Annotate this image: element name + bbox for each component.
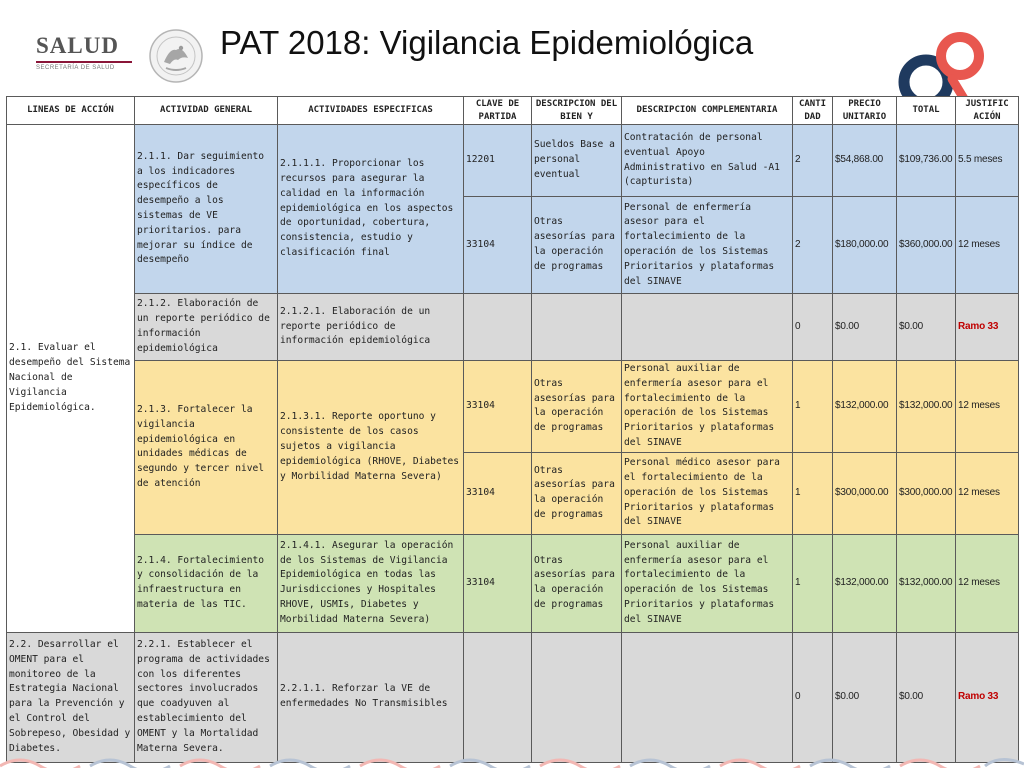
actividad-general-cell: 2.1.3. Fortalecer la vigilancia epidemiológica en unidades médicas de segundo y tercer nivel de atención <box>135 361 278 535</box>
clave-cell: 33104 <box>464 361 532 453</box>
cantidad-cell: 0 <box>793 632 833 762</box>
cantidad-cell: 1 <box>793 534 833 632</box>
justificacion-cell: 12 meses <box>956 197 1019 294</box>
bien-cell: Otras asesorías para la operación de programas <box>532 534 622 632</box>
complementaria-cell: Personal auxiliar de enfermería asesor para el fortalecimiento de la operación de los Sistemas Prioritarios y plataformas del SINAVE <box>622 534 793 632</box>
linea-accion-cell: 2.1. Evaluar el desempeño del Sistema Nacional de Vigilancia Epidemiológica. <box>7 125 135 633</box>
header-lineas: LINEAS DE ACCIÓN <box>7 97 135 125</box>
salud-logo-subtitle: SECRETARÍA DE SALUD <box>36 65 115 71</box>
slide-header <box>0 0 1024 96</box>
salud-logo <box>36 34 136 71</box>
table-row <box>7 125 1019 197</box>
clave-cell <box>464 632 532 762</box>
complementaria-cell: Personal médico asesor para el fortalecimiento de la operación de los Sistemas Prioritarios y plataformas del SINAVE <box>622 452 793 534</box>
precio-cell: $300,000.00 <box>833 452 897 534</box>
table-row <box>7 294 1019 361</box>
justificacion-cell: 12 meses <box>956 361 1019 453</box>
table-row <box>7 361 1019 453</box>
bien-cell: Otras asesorías para la operación de programas <box>532 452 622 534</box>
header-complementaria: DESCRIPCION COMPLEMENTARIA <box>622 97 793 125</box>
salud-logo-text: SALUD <box>36 33 119 58</box>
cantidad-cell: 2 <box>793 197 833 294</box>
justificacion-cell: Ramo 33 <box>956 632 1019 762</box>
bien-cell <box>532 294 622 361</box>
actividad-general-cell: 2.2.1. Establecer el programa de actividades con los diferentes sectores involucrados que coadyuven al establecimiento del OMENT y la Mortalidad Materna Severa. <box>135 632 278 762</box>
total-cell: $132,000.00 <box>897 361 956 453</box>
justificacion-cell: 5.5 meses <box>956 125 1019 197</box>
clave-cell: 33104 <box>464 452 532 534</box>
mexico-seal-icon <box>148 28 204 84</box>
justificacion-cell: 12 meses <box>956 534 1019 632</box>
table-header-row <box>7 97 1019 125</box>
pat-table <box>6 96 1019 763</box>
header-clave: CLAVE DE PARTIDA <box>464 97 532 125</box>
actividad-general-cell: 2.1.4. Fortalecimiento y consolidación de la infraestructura en materia de las TIC. <box>135 534 278 632</box>
actividad-especifica-cell: 2.1.1.1. Proporcionar los recursos para asegurar la calidad en la información epidemiológica en los aspectos de oportunidad, cobertura, consistencia, estudio y clasificación final <box>278 125 464 294</box>
bien-cell: Otras asesorías para la operación de programas <box>532 197 622 294</box>
actividad-especifica-cell: 2.1.4.1. Asegurar la operación de los Sistemas de Vigilancia Epidemiológica en todas las Jurisdicciones y Hospitales RHOVE, USMIs, Diabetes y Morbilidad Materna Severa) <box>278 534 464 632</box>
table-row <box>7 534 1019 632</box>
cantidad-cell: 2 <box>793 125 833 197</box>
bien-cell <box>532 632 622 762</box>
total-cell: $360,000.00 <box>897 197 956 294</box>
justificacion-cell: Ramo 33 <box>956 294 1019 361</box>
header-bien: DESCRIPCION DEL BIEN Y <box>532 97 622 125</box>
precio-cell: $132,000.00 <box>833 361 897 453</box>
cantidad-cell: 1 <box>793 452 833 534</box>
precio-cell: $54,868.00 <box>833 125 897 197</box>
table-row <box>7 632 1019 762</box>
header-justificacion: JUSTIFIC ACIÓN <box>956 97 1019 125</box>
actividad-general-cell: 2.1.2. Elaboración de un reporte periódico de información epidemiológica <box>135 294 278 361</box>
clave-cell: 33104 <box>464 534 532 632</box>
salud-logo-rule <box>36 61 132 63</box>
complementaria-cell: Personal de enfermería asesor para el fortalecimiento de la operación de los Sistemas Prioritarios y plataformas del SINAVE <box>622 197 793 294</box>
clave-cell: 33104 <box>464 197 532 294</box>
justificacion-cell: 12 meses <box>956 452 1019 534</box>
clave-cell <box>464 294 532 361</box>
header-actividad: ACTIVIDAD GENERAL <box>135 97 278 125</box>
complementaria-cell <box>622 294 793 361</box>
precio-cell: $132,000.00 <box>833 534 897 632</box>
decorative-footer-pattern <box>0 756 1024 768</box>
precio-cell: $180,000.00 <box>833 197 897 294</box>
complementaria-cell: Personal auxiliar de enfermería asesor para el fortalecimiento de la operación de los Sistemas Prioritarios y plataformas del SINAVE <box>622 361 793 453</box>
precio-cell: $0.00 <box>833 632 897 762</box>
clave-cell: 12201 <box>464 125 532 197</box>
header-especificas: ACTIVIDADES ESPECIFICAS <box>278 97 464 125</box>
total-cell: $109,736.00 <box>897 125 956 197</box>
header-total: TOTAL <box>897 97 956 125</box>
total-cell: $0.00 <box>897 632 956 762</box>
cantidad-cell: 0 <box>793 294 833 361</box>
actividad-especifica-cell: 2.1.2.1. Elaboración de un reporte periódico de información epidemiológica <box>278 294 464 361</box>
bien-cell: Sueldos Base a personal eventual <box>532 125 622 197</box>
actividad-general-cell: 2.1.1. Dar seguimiento a los indicadores específicos de desempeño a los sistemas de VE prioritarios. para mejorar su índice de desempeño <box>135 125 278 294</box>
total-cell: $132,000.00 <box>897 534 956 632</box>
actividad-especifica-cell: 2.2.1.1. Reforzar la VE de enfermedades No Transmisibles <box>278 632 464 762</box>
page-title: PAT 2018: Vigilancia Epidemiológica <box>220 24 754 61</box>
cantidad-cell: 1 <box>793 361 833 453</box>
bien-cell: Otras asesorías para la operación de programas <box>532 361 622 453</box>
total-cell: $300,000.00 <box>897 452 956 534</box>
header-precio: PRECIO UNITARIO <box>833 97 897 125</box>
complementaria-cell <box>622 632 793 762</box>
linea-accion-cell: 2.2. Desarrollar el OMENT para el monitoreo de la Estrategia Nacional para la Prevención y el Control del Sobrepeso, Obesidad y Diabetes. <box>7 632 135 762</box>
total-cell: $0.00 <box>897 294 956 361</box>
precio-cell: $0.00 <box>833 294 897 361</box>
header-cantidad: CANTI DAD <box>793 97 833 125</box>
complementaria-cell: Contratación de personal eventual Apoyo Administrativo en Salud -A1 (capturista) <box>622 125 793 197</box>
actividad-especifica-cell: 2.1.3.1. Reporte oportuno y consistente de los casos sujetos a vigilancia epidemiológica (RHOVE, Diabetes y Morbilidad Materna Severa) <box>278 361 464 535</box>
